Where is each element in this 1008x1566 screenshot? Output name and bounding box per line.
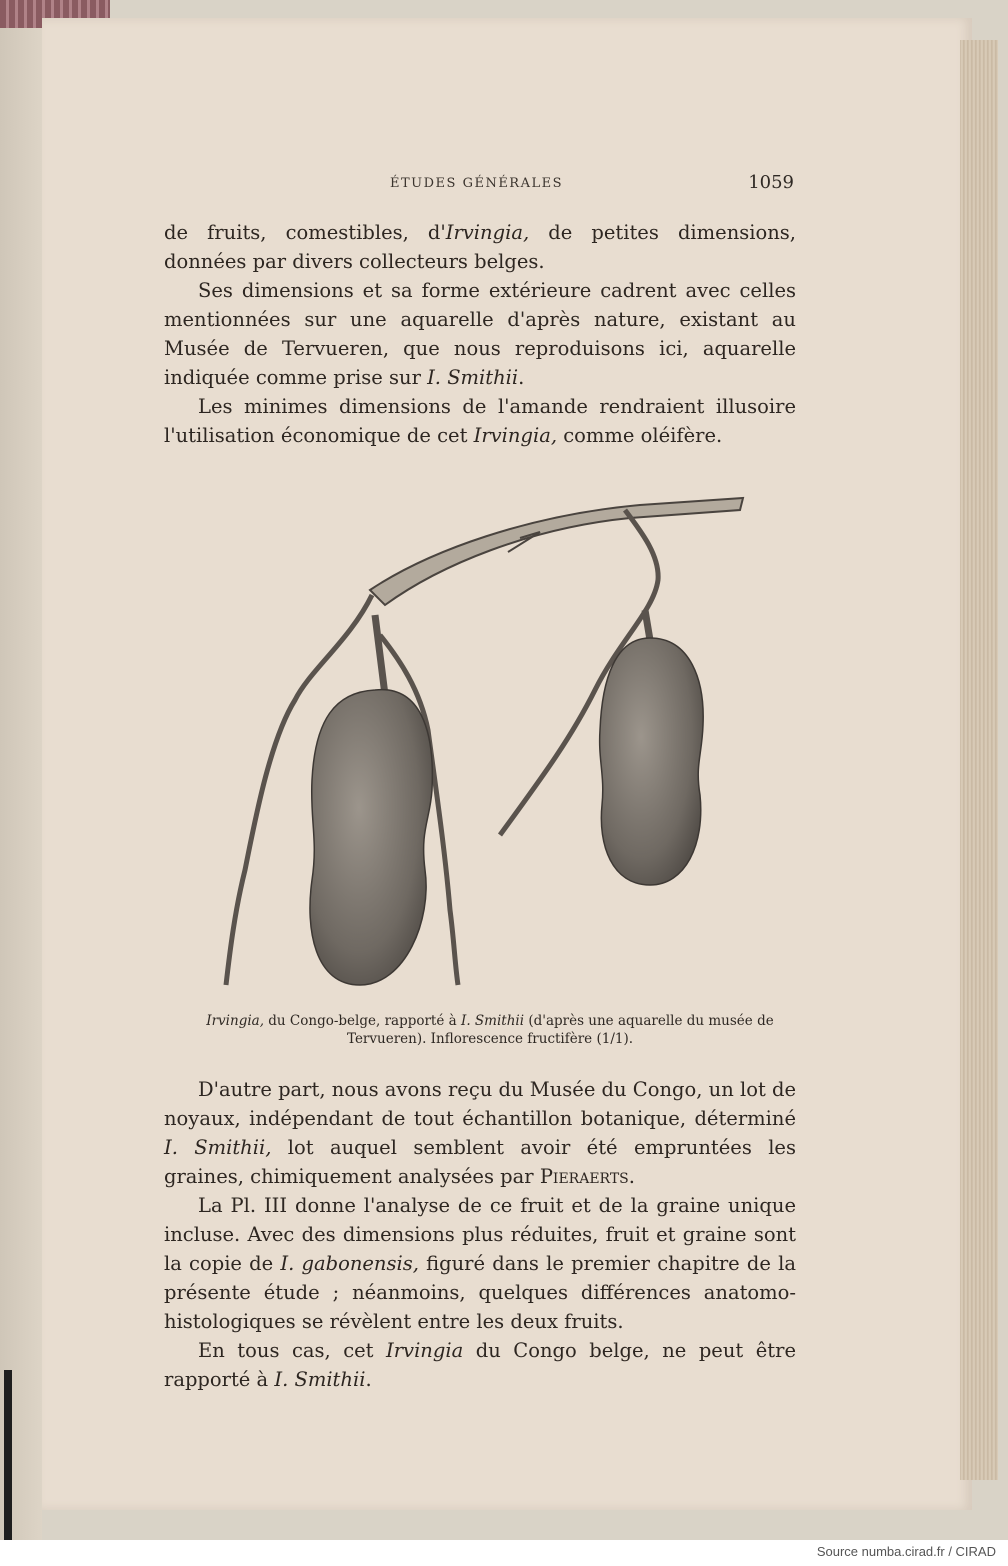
- left-fruit-stalk: [375, 615, 385, 695]
- page-number: 1059: [748, 172, 794, 193]
- paragraph: de fruits, comestibles, d'Irvingia, de petites dimensions, données par divers collecteurs belges.: [164, 221, 796, 273]
- bookmark-ribbon: [4, 1370, 12, 1540]
- main-branch: [370, 498, 743, 605]
- paragraph: Ses dimensions et sa forme extérieure cadrent avec celles mentionnées sur une aquarelle d'après nature, existant au Musée de Tervueren, que nous reproduisons ici, aquarelle indiquée comme prise sur I. Smithii.: [164, 279, 796, 389]
- paragraph: La Pl. III donne l'analyse de ce fruit et de la graine unique incluse. Avec des dimensions plus réduites, fruit et graine sont la copie de I. gabonensis, figuré dans le premier chapitre de la présente étude ; néanmoins, quelques différences anatomo-histologiques se révèlent entre les deux fruits.: [164, 1194, 796, 1333]
- paragraph: En tous cas, cet Irvingia du Congo belge, ne peut être rapporté à I. Smithii.: [164, 1339, 796, 1391]
- right-fruit-stalk: [645, 610, 650, 640]
- running-head: ÉTUDES GÉNÉRALES: [390, 176, 564, 191]
- left-fruit: [310, 690, 432, 985]
- fruit-branch-illustration: [200, 490, 780, 1000]
- text-block-top: [164, 218, 796, 450]
- figure-caption: Irvingia, du Congo-belge, rapporté à I. Smithii (d'après une aquarelle du musée de Tervueren). Inflorescence fructifère (1/1).: [206, 1013, 774, 1047]
- page-header: [160, 172, 800, 198]
- paragraph: D'autre part, nous avons reçu du Musée du Congo, un lot de noyaux, indépendant de tout échantillon botanique, déterminé I. Smithii, lot auquel semblent avoir été empruntées les graines, chimiquement analysées par Pieraerts.: [164, 1078, 796, 1188]
- right-fruit: [600, 638, 704, 885]
- page-edges: [960, 40, 998, 1480]
- paragraph: Les minimes dimensions de l'amande rendraient illusoire l'utilisation économique de cet Irvingia, comme oléifère.: [164, 395, 796, 447]
- book-gutter: [0, 0, 42, 1540]
- text-block-bottom: [164, 1075, 796, 1394]
- source-credit: Source numba.cirad.fr / CIRAD: [816, 1544, 996, 1559]
